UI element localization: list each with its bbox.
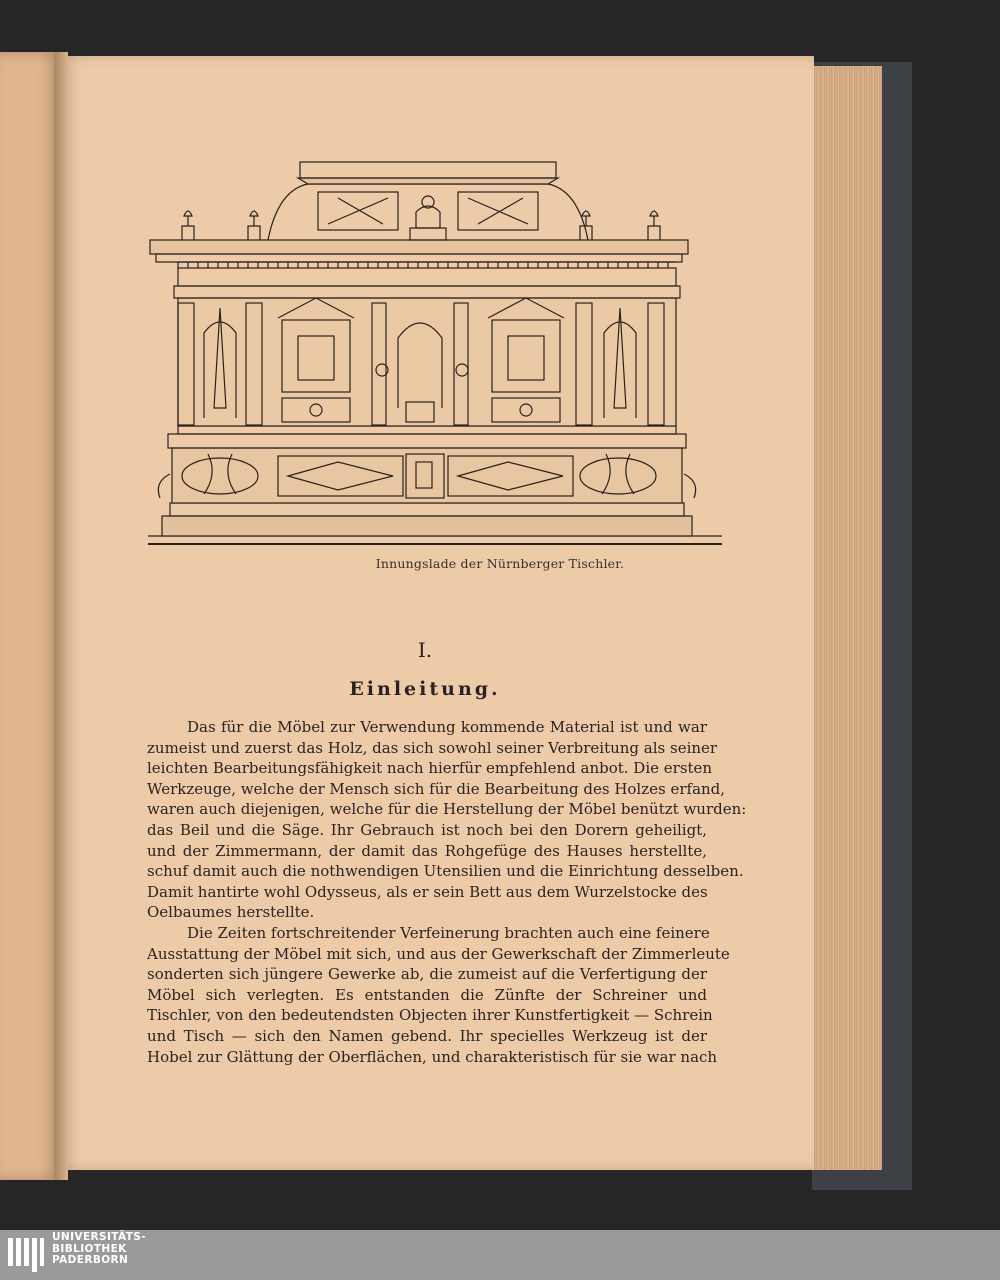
text-line: waren auch diejenigen, welche für die Herstellung der Möbel benützt wurden: (147, 800, 747, 819)
book-gutter (54, 52, 68, 1180)
text-line: Damit hantirte wohl Odysseus, als er sein Bett aus dem Wurzelstocke des (147, 882, 708, 901)
page-edges (810, 66, 882, 1170)
text-line: Ausstattung der Möbel mit sich, und aus der Gewerkschaft der Zimmerleute (147, 944, 730, 963)
text-line: Oelbaumes herstellte. (147, 903, 315, 922)
left-page-edge (0, 52, 62, 1180)
text-line: und Tisch — sich den Namen gebend. Ihr specielles Werkzeug ist der (147, 1026, 707, 1045)
library-name-line: UNIVERSITÄTS- (52, 1231, 147, 1243)
figure-caption: Innungslade der Nürnberger Tischler. (375, 556, 625, 571)
library-logo-icon (6, 1234, 46, 1276)
chapter-title: Einleitung. (349, 678, 501, 700)
text-line: Tischler, von den bedeutendsten Objecten ihrer Kunstfertigkeit — Schrein (147, 1006, 713, 1025)
text-line: Werkzeuge, welche der Mensch sich für die Bearbeitung des Holzes erfand, (147, 779, 726, 798)
text-line: und der Zimmermann, der damit das Rohgefüge des Hauses herstellte, (147, 841, 707, 860)
paragraph-2 (147, 923, 730, 1067)
library-name-line: BIBLIOTHEK (52, 1242, 127, 1255)
chapter-number: I. (417, 638, 433, 662)
text-line: Das für die Möbel zur Verwendung kommende Material ist und war (187, 718, 707, 736)
text-line: Die Zeiten fortschreitender Verfeinerung brachten auch eine feinere (187, 923, 710, 942)
footer-bar (0, 1230, 1000, 1280)
text-line: sonderten sich jüngere Gewerke ab, die zumeist auf die Verfertigung der (147, 965, 707, 984)
body-text (147, 717, 747, 1067)
library-name (52, 1232, 146, 1267)
text-line: Hobel zur Glättung der Oberflächen, und charakteristisch für sie war nach (147, 1047, 718, 1066)
text-line: zumeist und zuerst das Holz, das sich sowohl seiner Verbreitung als seiner (147, 738, 718, 757)
cabinet-illustration (148, 158, 722, 550)
paragraph-1 (147, 717, 747, 923)
text-line: leichten Bearbeitungsfähigkeit nach hierfür empfehlend anbot. Die ersten (147, 759, 713, 778)
text-line: schuf damit auch die nothwendigen Utensilien und die Einrichtung desselben. (147, 862, 744, 881)
text-line: das Beil und die Säge. Ihr Gebrauch ist noch bei den Dorern geheiligt, (147, 820, 707, 839)
text-line: Möbel sich verlegten. Es entstanden die Zünfte der Schreiner und (147, 985, 707, 1004)
library-name-line: PADERBORN (52, 1254, 129, 1266)
